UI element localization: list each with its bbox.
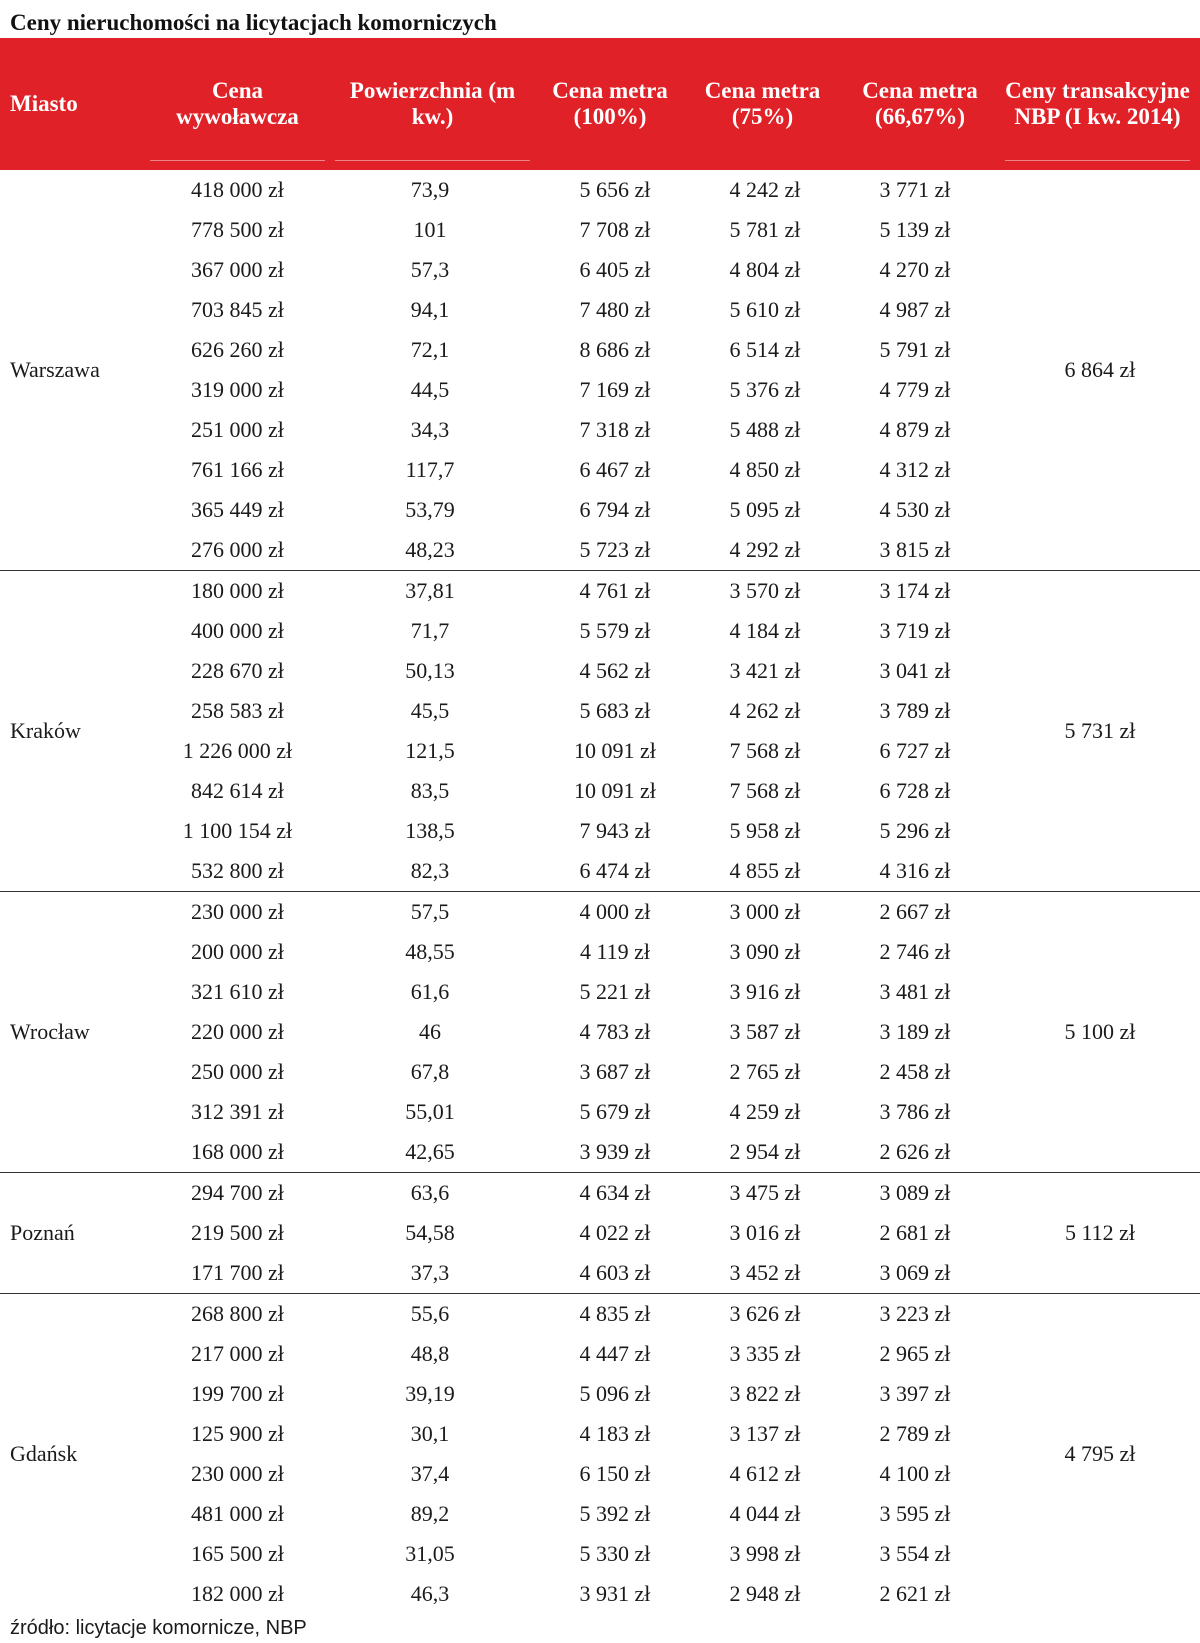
table-row [0,1534,1200,1574]
sqm6667-cell: 2 681 zł [879,1220,951,1245]
price-cell: 180 000 zł [191,578,284,603]
nbp-price: 6 864 zł [1064,357,1136,382]
sqm6667-cell: 4 530 zł [879,497,951,522]
area-cell: 55,6 [410,1301,450,1326]
city-group [0,170,1200,570]
header-sqm100: Cena metra (100%) [552,78,668,129]
sqm100-cell: 4 761 zł [579,578,651,603]
sqm75-cell: 5 376 zł [729,377,801,402]
sqm100-cell: 7 169 zł [579,377,651,402]
sqm6667-cell: 6 728 zł [879,778,951,803]
area-cell: 121,5 [405,738,455,763]
area-cell: 46,3 [410,1581,450,1606]
sqm6667-cell: 5 139 zł [879,217,951,242]
city-group [0,891,1200,1172]
sqm100-cell: 3 939 zł [579,1139,651,1164]
area-cell: 31,05 [405,1541,455,1566]
sqm6667-cell: 4 100 zł [879,1461,951,1486]
sqm100-cell: 5 579 zł [579,618,651,643]
table-row [0,651,1200,691]
price-cell: 418 000 zł [191,177,284,202]
sqm100-cell: 5 679 zł [579,1099,651,1124]
sqm100-cell: 3 687 zł [579,1059,651,1084]
table-row [0,1334,1200,1374]
city-name: Wrocław [10,1019,90,1044]
sqm100-cell: 4 119 zł [579,939,651,964]
price-cell: 171 700 zł [191,1260,284,1285]
area-cell: 39,19 [405,1381,455,1406]
area-cell: 53,79 [405,497,455,522]
sqm75-cell: 4 855 zł [729,858,801,883]
page-title: Ceny nieruchomości na licytacjach komorniczych [10,10,497,35]
price-cell: 400 000 zł [191,618,284,643]
sqm6667-cell: 3 786 zł [879,1099,951,1124]
sqm6667-cell: 3 554 zł [879,1541,951,1566]
area-cell: 46 [419,1019,441,1044]
sqm75-cell: 7 568 zł [729,738,801,763]
price-cell: 367 000 zł [191,257,284,282]
sqm100-cell: 3 931 zł [579,1581,651,1606]
area-cell: 55,01 [405,1099,455,1124]
area-cell: 48,55 [405,939,455,964]
sqm6667-cell: 3 223 zł [879,1301,951,1326]
sqm6667-cell: 4 987 zł [879,297,951,322]
sqm100-cell: 7 480 zł [579,297,651,322]
sqm6667-cell: 3 815 zł [879,537,951,562]
area-cell: 83,5 [410,778,450,803]
table-row [0,490,1200,530]
price-cell: 217 000 zł [191,1341,284,1366]
sqm6667-cell: 4 270 zł [879,257,951,282]
table-row [0,892,1200,932]
price-cell: 294 700 zł [191,1180,284,1205]
sqm100-cell: 4 783 zł [579,1019,651,1044]
sqm75-cell: 3 822 zł [729,1381,801,1406]
table-row [0,1173,1200,1213]
table-row [0,370,1200,410]
area-cell: 117,7 [405,457,455,482]
city-name: Kraków [10,718,81,743]
sqm6667-cell: 3 041 zł [879,658,951,683]
nbp-price: 5 100 zł [1064,1019,1136,1044]
sqm100-cell: 5 723 zł [579,537,651,562]
sqm100-cell: 4 562 zł [579,658,651,683]
table-row [0,1574,1200,1614]
sqm75-cell: 3 475 zł [729,1180,801,1205]
price-cell: 168 000 zł [191,1139,284,1164]
price-cell: 200 000 zł [191,939,284,964]
area-cell: 34,3 [410,417,450,442]
area-cell: 30,1 [410,1421,450,1446]
sqm100-cell: 4 835 zł [579,1301,651,1326]
price-cell: 219 500 zł [191,1220,284,1245]
price-cell: 532 800 zł [191,858,284,883]
city-name: Gdańsk [10,1441,78,1466]
table-row [0,1374,1200,1414]
table-row [0,1213,1200,1253]
sqm100-cell: 6 467 zł [579,457,651,482]
sqm75-cell: 2 948 zł [729,1581,801,1606]
sqm75-cell: 3 626 zł [729,1301,801,1326]
table-row [0,530,1200,570]
area-cell: 37,81 [405,578,455,603]
sqm100-cell: 5 096 zł [579,1381,651,1406]
price-cell: 761 166 zł [191,457,284,482]
sqm6667-cell: 4 779 zł [879,377,951,402]
sqm75-cell: 3 916 zł [729,979,801,1004]
sqm75-cell: 2 765 zł [729,1059,801,1084]
sqm6667-cell: 3 771 zł [879,177,951,202]
sqm75-cell: 3 335 zł [729,1341,801,1366]
price-cell: 778 500 zł [191,217,284,242]
table-row [0,330,1200,370]
table-body [0,170,1200,1614]
table-row [0,691,1200,731]
table-row [0,771,1200,811]
header-nbp: Ceny transakcyjne NBP (I kw. 2014) [1005,48,1190,161]
sqm75-cell: 4 242 zł [729,177,801,202]
table-row [0,851,1200,891]
table-row [0,611,1200,651]
area-cell: 44,5 [410,377,450,402]
price-cell: 312 391 zł [191,1099,284,1124]
sqm6667-cell: 2 621 zł [879,1581,951,1606]
price-cell: 481 000 zł [191,1501,284,1526]
area-cell: 57,3 [410,257,450,282]
sqm100-cell: 5 221 zł [579,979,651,1004]
sqm6667-cell: 3 089 zł [879,1180,951,1205]
sqm100-cell: 4 634 zł [579,1180,651,1205]
header-sqm75: Cena metra (75%) [704,78,821,129]
sqm75-cell: 4 184 zł [729,618,801,643]
area-cell: 71,7 [410,618,450,643]
sqm75-cell: 5 095 zł [729,497,801,522]
area-cell: 73,9 [410,177,450,202]
sqm6667-cell: 2 789 zł [879,1421,951,1446]
table-row [0,170,1200,210]
sqm100-cell: 5 330 zł [579,1541,651,1566]
sqm75-cell: 3 090 zł [729,939,801,964]
source-note: źródło: licytacje komornicze, NBP [10,1617,307,1639]
price-cell: 230 000 zł [191,1461,284,1486]
table-row [0,1494,1200,1534]
table-row [0,1454,1200,1494]
table-row [0,410,1200,450]
sqm100-cell: 10 091 zł [574,738,656,763]
city-group [0,1172,1200,1293]
area-cell: 50,13 [405,658,455,683]
sqm75-cell: 3 587 zł [729,1019,801,1044]
header-price: Cena wywoławcza [150,48,325,161]
sqm75-cell: 4 262 zł [729,698,801,723]
table-row [0,1052,1200,1092]
price-cell: 182 000 zł [191,1581,284,1606]
sqm100-cell: 4 022 zł [579,1220,651,1245]
price-cell: 199 700 zł [191,1381,284,1406]
area-cell: 54,58 [405,1220,455,1245]
sqm6667-cell: 2 965 zł [879,1341,951,1366]
sqm75-cell: 7 568 zł [729,778,801,803]
area-cell: 57,5 [410,899,450,924]
nbp-price: 5 112 zł [1064,1220,1136,1245]
table-row [0,1092,1200,1132]
area-cell: 48,8 [410,1341,450,1366]
sqm100-cell: 5 392 zł [579,1501,651,1526]
price-cell: 258 583 zł [191,698,284,723]
sqm100-cell: 4 000 zł [579,899,651,924]
city-name: Poznań [10,1220,75,1245]
table-row [0,450,1200,490]
sqm6667-cell: 2 626 zł [879,1139,951,1164]
price-cell: 230 000 zł [191,899,284,924]
sqm75-cell: 3 000 zł [729,899,801,924]
sqm75-cell: 3 998 zł [729,1541,801,1566]
nbp-price: 4 795 zł [1064,1441,1136,1466]
price-cell: 842 614 zł [191,778,284,803]
sqm6667-cell: 5 791 zł [879,337,951,362]
sqm75-cell: 3 016 zł [729,1220,801,1245]
sqm6667-cell: 2 667 zł [879,899,951,924]
area-cell: 37,4 [410,1461,450,1486]
area-cell: 61,6 [410,979,450,1004]
area-cell: 45,5 [410,698,450,723]
city-group [0,570,1200,891]
area-cell: 138,5 [405,818,455,843]
area-cell: 82,3 [410,858,450,883]
sqm75-cell: 3 137 zł [729,1421,801,1446]
price-cell: 319 000 zł [191,377,284,402]
sqm6667-cell: 5 296 zł [879,818,951,843]
table-header [0,38,1200,170]
sqm100-cell: 6 150 zł [579,1461,651,1486]
price-cell: 268 800 zł [191,1301,284,1326]
table-row [0,731,1200,771]
header-city: Miasto [10,91,78,116]
price-cell: 321 610 zł [191,979,284,1004]
sqm6667-cell: 2 746 zł [879,939,951,964]
sqm6667-cell: 2 458 zł [879,1059,951,1084]
sqm75-cell: 3 421 zł [729,658,801,683]
sqm75-cell: 4 804 zł [729,257,801,282]
sqm75-cell: 5 610 zł [729,297,801,322]
price-cell: 228 670 zł [191,658,284,683]
sqm75-cell: 6 514 zł [729,337,801,362]
sqm6667-cell: 3 174 zł [879,578,951,603]
sqm100-cell: 4 603 zł [579,1260,651,1285]
area-cell: 67,8 [410,1059,450,1084]
sqm6667-cell: 4 312 zł [879,457,951,482]
table-row [0,811,1200,851]
sqm100-cell: 5 683 zł [579,698,651,723]
table-row [0,1132,1200,1172]
sqm75-cell: 4 044 zł [729,1501,801,1526]
price-cell: 165 500 zł [191,1541,284,1566]
area-cell: 89,2 [410,1501,450,1526]
sqm75-cell: 4 259 zł [729,1099,801,1124]
price-cell: 703 845 zł [191,297,284,322]
price-cell: 251 000 zł [191,417,284,442]
city-group [0,1293,1200,1614]
sqm75-cell: 2 954 zł [729,1139,801,1164]
area-cell: 101 [413,217,447,242]
table-row [0,250,1200,290]
sqm100-cell: 4 183 zł [579,1421,651,1446]
price-cell: 250 000 zł [191,1059,284,1084]
sqm75-cell: 5 488 zł [729,417,801,442]
price-cell: 276 000 zł [191,537,284,562]
sqm6667-cell: 3 481 zł [879,979,951,1004]
table-row [0,1414,1200,1454]
sqm75-cell: 3 452 zł [729,1260,801,1285]
sqm75-cell: 3 570 zł [729,578,801,603]
table-row [0,290,1200,330]
sqm75-cell: 4 292 zł [729,537,801,562]
area-cell: 42,65 [405,1139,455,1164]
sqm100-cell: 7 943 zł [579,818,651,843]
sqm100-cell: 6 474 zł [579,858,651,883]
price-cell: 1 100 154 zł [182,818,293,843]
sqm6667-cell: 3 397 zł [879,1381,951,1406]
table-row [0,210,1200,250]
sqm6667-cell: 3 069 zł [879,1260,951,1285]
area-cell: 72,1 [410,337,450,362]
sqm75-cell: 4 850 zł [729,457,801,482]
area-cell: 37,3 [410,1260,450,1285]
sqm100-cell: 6 405 zł [579,257,651,282]
price-cell: 365 449 zł [191,497,284,522]
area-cell: 48,23 [405,537,455,562]
table-row [0,571,1200,611]
table-row [0,972,1200,1012]
price-cell: 125 900 zł [191,1421,284,1446]
header-sqm6667: Cena metra (66,67%) [862,78,978,129]
nbp-price: 5 731 zł [1064,718,1136,743]
price-cell: 220 000 zł [191,1019,284,1044]
sqm6667-cell: 3 189 zł [879,1019,951,1044]
sqm6667-cell: 3 789 zł [879,698,951,723]
area-cell: 94,1 [410,297,450,322]
sqm100-cell: 4 447 zł [579,1341,651,1366]
header-area: Powierzchnia (m kw.) [335,48,530,161]
table-row [0,932,1200,972]
sqm75-cell: 5 781 zł [729,217,801,242]
price-cell: 626 260 zł [191,337,284,362]
table-row [0,1012,1200,1052]
sqm100-cell: 10 091 zł [574,778,656,803]
sqm6667-cell: 3 719 zł [879,618,951,643]
sqm6667-cell: 4 316 zł [879,858,951,883]
sqm100-cell: 7 708 zł [579,217,651,242]
city-name: Warszawa [10,357,100,382]
sqm100-cell: 7 318 zł [579,417,651,442]
sqm75-cell: 5 958 zł [729,818,801,843]
sqm6667-cell: 6 727 zł [879,738,951,763]
table-row [0,1253,1200,1293]
area-cell: 63,6 [410,1180,450,1205]
sqm75-cell: 4 612 zł [729,1461,801,1486]
sqm6667-cell: 3 595 zł [879,1501,951,1526]
sqm6667-cell: 4 879 zł [879,417,951,442]
price-cell: 1 226 000 zł [182,738,293,763]
sqm100-cell: 8 686 zł [579,337,651,362]
table-row [0,1294,1200,1334]
sqm100-cell: 6 794 zł [579,497,651,522]
sqm100-cell: 5 656 zł [579,177,651,202]
